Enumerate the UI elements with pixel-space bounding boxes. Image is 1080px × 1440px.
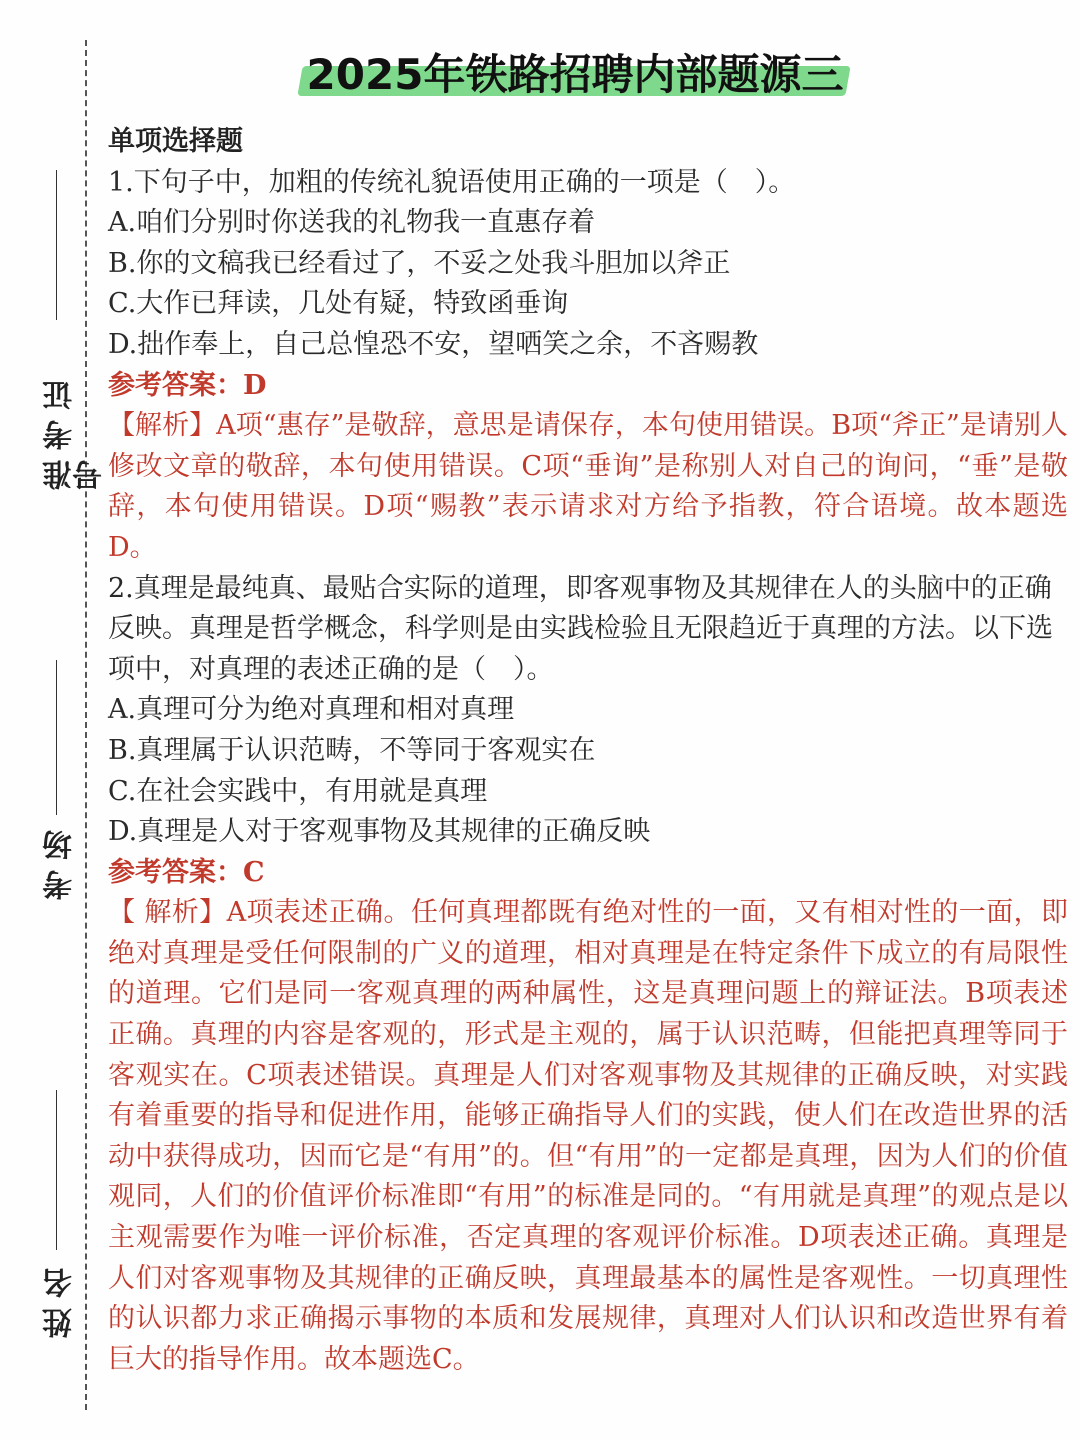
name-label: 姓名 (43, 1258, 78, 1338)
name-underline (56, 1090, 57, 1250)
question-2-option-d: D.真理是人对于客观事物及其规律的正确反映 (108, 816, 651, 848)
question-1-option-c: C.大作已拜读，几处有疑，特致函垂询 (108, 288, 569, 320)
exam-id-field (18, 160, 108, 490)
question-1-explanation: 【解析】A项“惠存”是敬辞，意思是请保存，本句使用错误。B项“斧正”是请别人修改文章的敬辞，本句使用错误。C项“垂询”是称别人对自己的询问，“垂”是敬辞，本句使用错误。D项“赐教”表示请求对方给予指教，符合语境。故本题选D。 (108, 410, 1068, 563)
question-2-explanation: 【 解析】A项表述正确。任何真理都既有绝对性的一面，又有相对性的一面，即绝对真理是受任何限制的广义的道理，相对真理是在特定条件下成立的有局限性的道理。它们是同一客观真理的两种属性，这是真理问题上的辩证法。B项表述正确。真理的内容是客观的，形式是主观的，属于认识范畴，但能把真理等同于客观实在。C项表述错误。真理是人们对客观事物及其规律的正确反映，对实践有着重要的指导和促进作用，能够正确指导人们的实践，使人们在改造世界的活动中获得成功，因而它是“有用”的。但“有用”的一定都是真理，因为人们的价值观同，人们的价值评价标准即“有用”的标准是同的。“有用就是真理”的观点是以主观需要作为唯一评价标准，否定真理的客观评价标准。D项表述正确。真理是人们对客观事物及其规律的正确反映，真理最基本的属性是客观性。一切真理性的认识都力求正确揭示事物的本质和发展规律，真理对人们认识和改造世界有着巨大的指导作用。故本题选C。 (108, 897, 1068, 1375)
exam-room-underline (56, 660, 57, 815)
question-1-option-d: D.拙作奉上，自己总惶恐不安，望哂笑之余，不吝赐教 (108, 328, 759, 360)
question-1-option-b: B.你的文稿我已经看过了，不妥之处我斗胆加以斧正 (108, 247, 731, 279)
question-2-option-b: B.真理属于认识范畴，不等同于客观实在 (108, 734, 596, 766)
exam-room-label: 考场 (43, 820, 78, 900)
question-1-answer: 参考答案：D (108, 369, 267, 401)
document-body (108, 122, 1068, 1380)
section-heading: 单项选择题 (108, 126, 243, 157)
question-2-answer: 参考答案：C (108, 856, 265, 888)
exam-id-underline (56, 170, 57, 320)
binding-margin (0, 0, 108, 1440)
question-1-option-a: A.咱们分别时你送我的礼物我一直惠存着 (108, 207, 596, 239)
question-2-option-c: C.在社会实践中，有用就是真理 (108, 775, 488, 807)
page-title: 2025年铁路招聘内部题源三 (306, 50, 844, 99)
question-2-stem: 2.真理是最纯真、最贴合实际的道理，即客观事物及其规律在人的头脑中的正确反映。真理是哲学概念，科学则是由实践检验且无限趋近于真理的方法。以下选项中，对真理的表述正确的是（ ）。 (108, 572, 1053, 685)
name-field (18, 1090, 78, 1350)
question-1-stem: 1.下句子中，加粗的传统礼貌语使用正确的一项是（ ）。 (108, 166, 796, 198)
exam-id-label: 准考证号 (43, 370, 108, 490)
dashed-cut-line (85, 40, 87, 1410)
title-block (300, 40, 850, 110)
exam-room-field (18, 660, 78, 910)
question-2-option-a: A.真理可分为绝对真理和相对真理 (108, 694, 515, 726)
